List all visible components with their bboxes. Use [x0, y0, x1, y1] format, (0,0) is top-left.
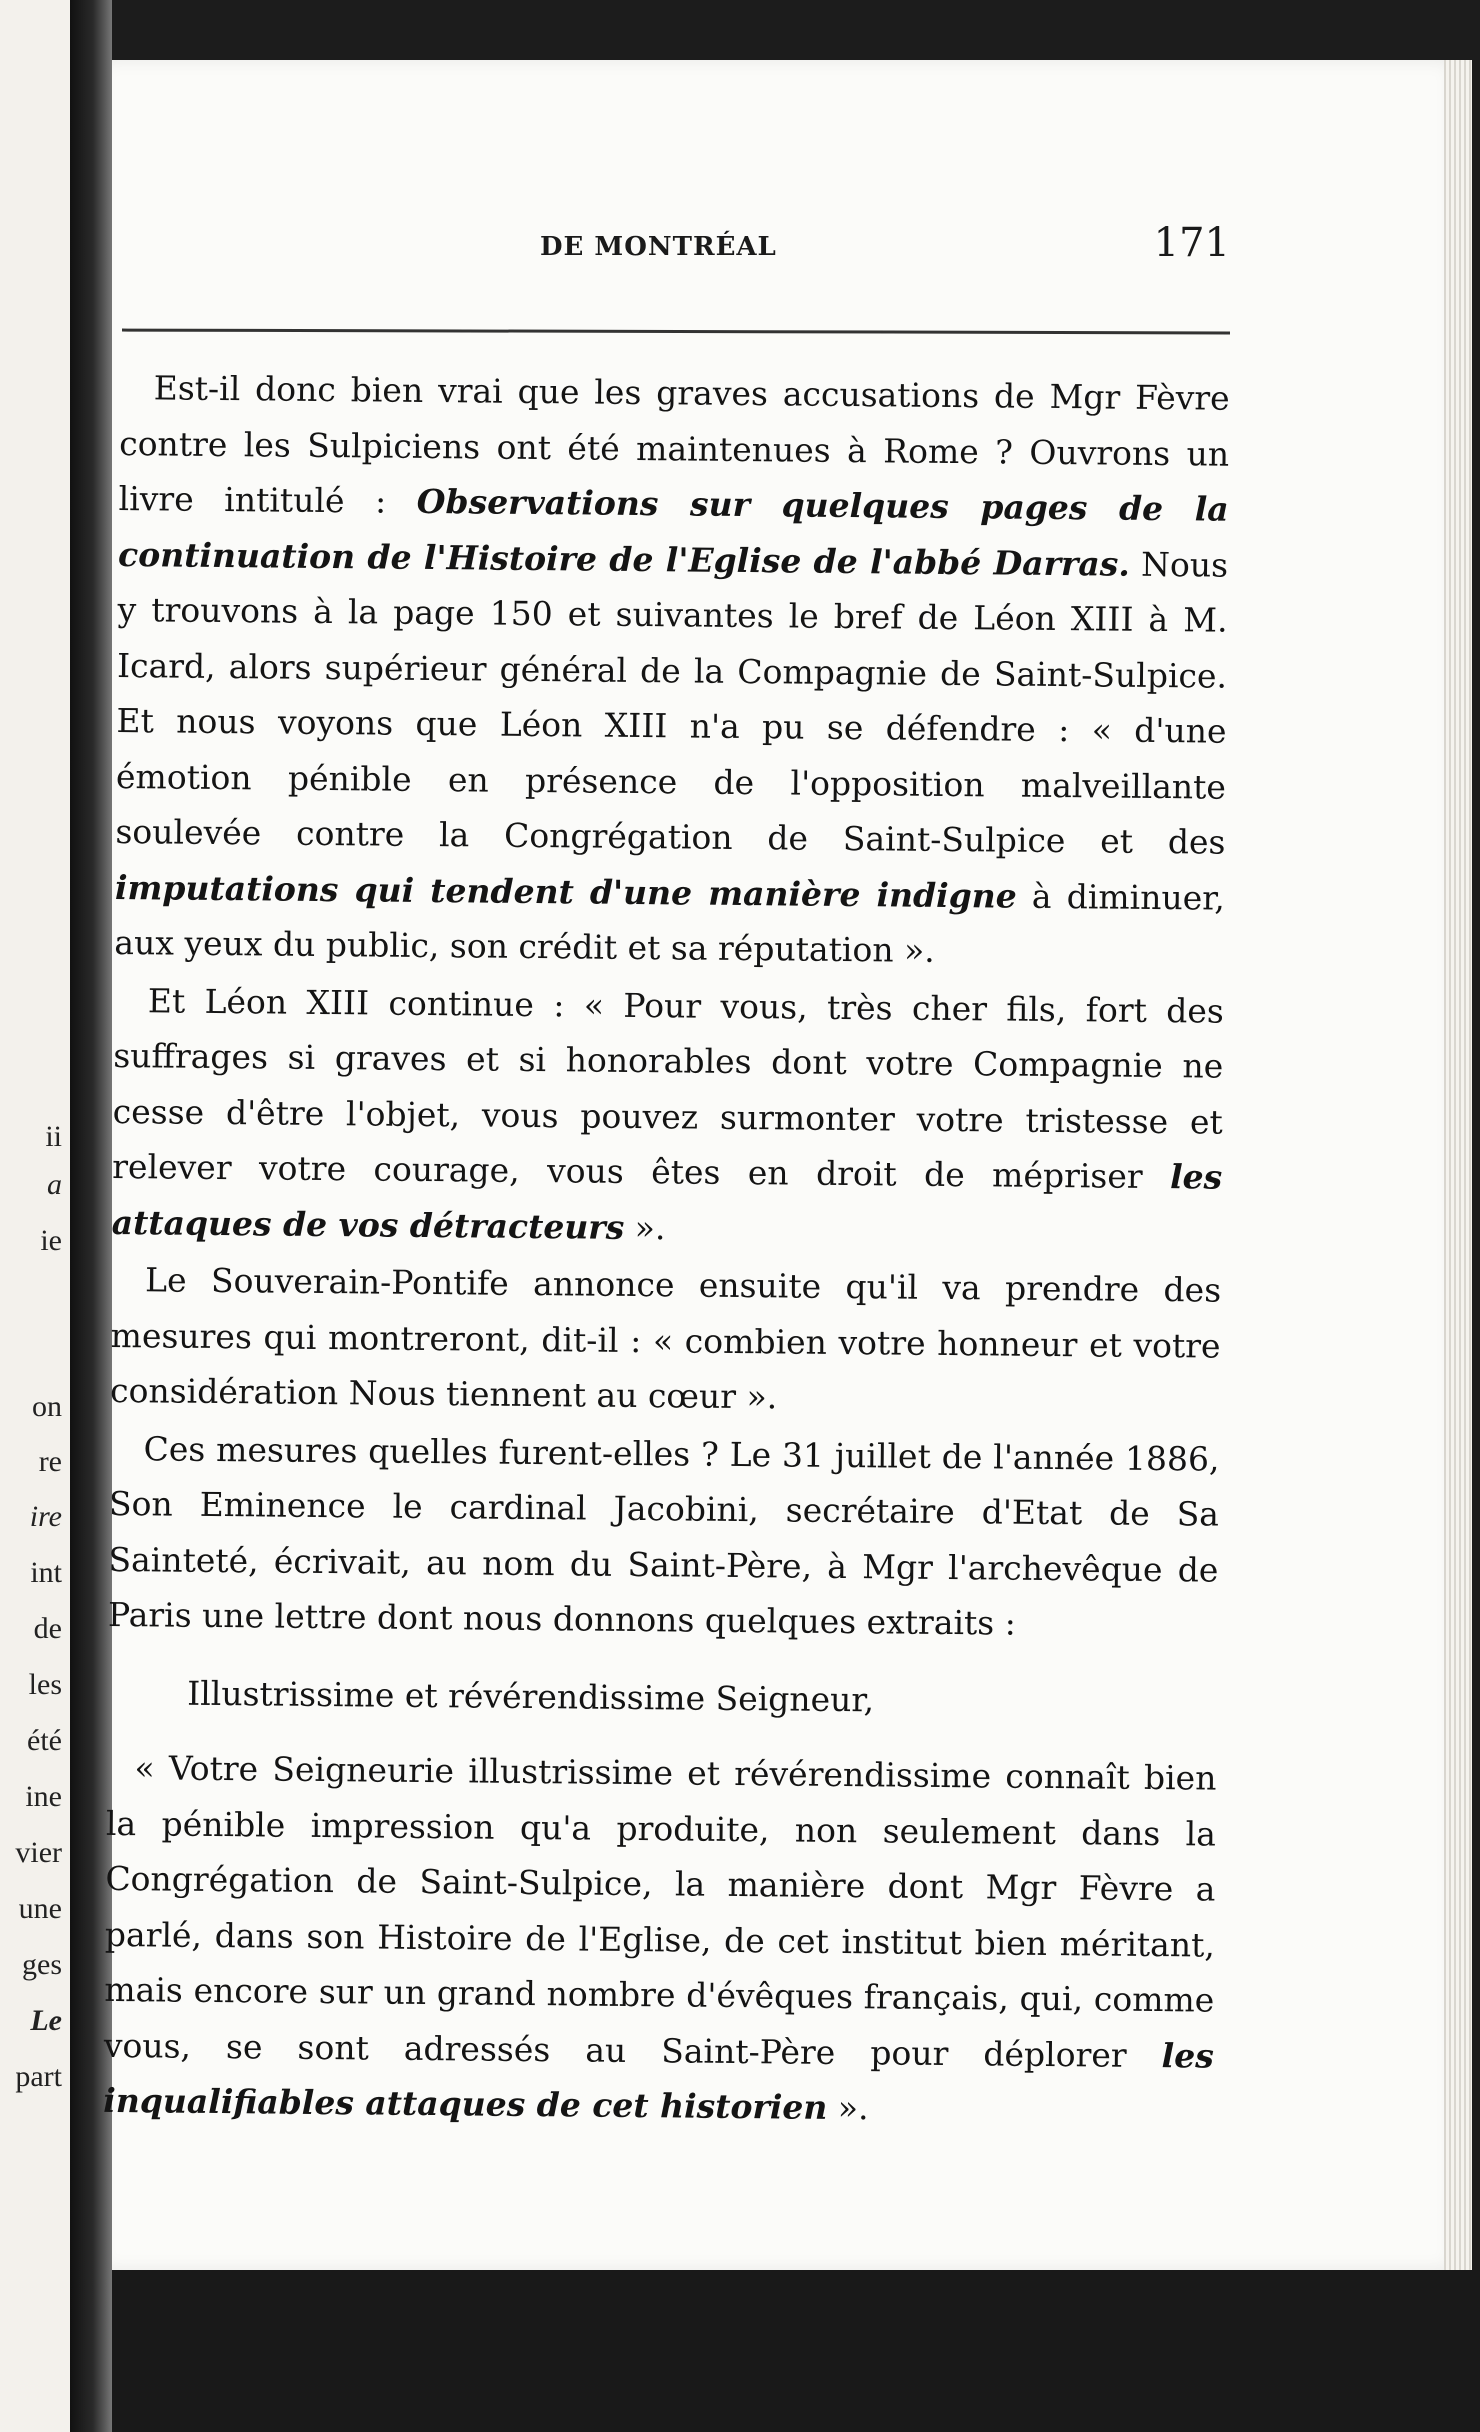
- facing-page-fragment: une: [18, 1892, 62, 1925]
- facing-page-fragment: vier: [15, 1836, 62, 1869]
- page-block-edge: [1444, 60, 1472, 2270]
- facing-page-fragment: ges: [22, 1948, 62, 1981]
- text-run: ».: [624, 1207, 666, 1247]
- scan-background: [112, 2270, 1480, 2432]
- facing-page-fragment: été: [27, 1724, 62, 1757]
- facing-page-fragment: re: [38, 1445, 62, 1478]
- facing-page-fragments: [0, 0, 70, 2432]
- facing-page-fragment: de: [33, 1612, 62, 1645]
- italic-emphasis: imputations qui tendent d'une manière indigne: [114, 867, 1017, 916]
- facing-page-fragment: a: [47, 1168, 62, 1201]
- text-run: « Votre Seigneurie illustrissime et révérendissime connaît bien la pénible impression qu'a produite, non seulement dans la Congrégation de Saint-Sulpice, la manière dont Mgr Fèvre a parlé, dans son Histoire de l'Eglise, de cet institut bien méritant, mais encore sur un grand nombre d'évêques français, qui, comme vous, se sont adressés au Saint-Père pour déplorer: [103, 1748, 1217, 2075]
- paragraph: [111, 972, 1224, 1260]
- facing-page-fragment: ire: [29, 1500, 62, 1533]
- header-rule: [122, 329, 1230, 335]
- facing-page-edge: [0, 0, 70, 2432]
- facing-page-fragment: int: [30, 1556, 62, 1589]
- italic-emphasis: les attaques de vos détracteurs: [111, 1157, 1223, 1247]
- book-page: [103, 60, 1464, 2270]
- text-run: Et Léon XIII continue : « Pour vous, très cher fils, fort des suffrages si graves et si honorables dont votre Compagnie ne cesse d'être l'objet, vous pouvez surmonter votre tristesse et relever votre courage, vous êtes en droit de mépriser: [112, 980, 1224, 1197]
- paragraph: [114, 360, 1230, 981]
- facing-page-fragment: part: [15, 2060, 62, 2093]
- facing-page-fragment: ine: [25, 1780, 62, 1813]
- text-run: à diminuer, aux yeux du public, son crédit et sa réputation ».: [114, 876, 1226, 970]
- quoted-paragraph: [103, 1740, 1217, 2139]
- letter-salutation: Illustrissime et révérendissime Seigneur,: [187, 1673, 875, 1719]
- paragraph: Le Souverain-Pontife annonce ensuite qu'il va prendre des mesures qui montreront, dit-il : « combien votre honneur et votre considération Nous tiennent au cœur ».: [109, 1260, 1222, 1417]
- italic-title: Observations sur quelques pages de la continuation de l'Histoire de l'Eglise de l'abbé Darras.: [117, 481, 1229, 584]
- facing-page-fragment: Le: [30, 2004, 62, 2037]
- text-run: Nous y trouvons à la page 150 et suivantes le bref de Léon XIII à M. Icard, alors supérieur général de la Compagnie de Saint-Sulpice. Et nous voyons que Léon XIII n'a pu se défendre : « d'une émotion pénible en présence de l'opposition malveillante soulevée contre la Congrégation de Saint-Sulpice et des: [115, 544, 1229, 862]
- paragraph: Ces mesures quelles furent-elles ? Le 31 juillet de l'année 1886, Son Eminence le cardinal Jacobini, secrétaire d'Etat de Sa Sainteté, écrivait, au nom du Saint-Père, à Mgr l'archevêque de Paris une lettre dont nous donnons quelques extraits :: [107, 1428, 1220, 1643]
- italic-emphasis: les inqualifiables attaques de cet historien: [103, 2035, 1214, 2127]
- body-text: [103, 360, 1230, 2139]
- text-run: ».: [827, 2087, 869, 2128]
- text-run: Est-il donc bien vrai que les graves accusations de Mgr Fèvre contre les Sulpiciens ont été maintenues à Rome ? Ouvrons un livre intitulé :: [118, 368, 1230, 521]
- running-title: DE MONTRÉAL: [540, 232, 777, 262]
- facing-page-fragment: ie: [40, 1224, 62, 1257]
- facing-page-fragment: on: [32, 1390, 62, 1423]
- facing-page-fragment: ii: [45, 1120, 62, 1153]
- facing-page-fragment: les: [28, 1668, 62, 1701]
- page-number: 171: [1153, 220, 1230, 266]
- page-header: [120, 220, 1230, 280]
